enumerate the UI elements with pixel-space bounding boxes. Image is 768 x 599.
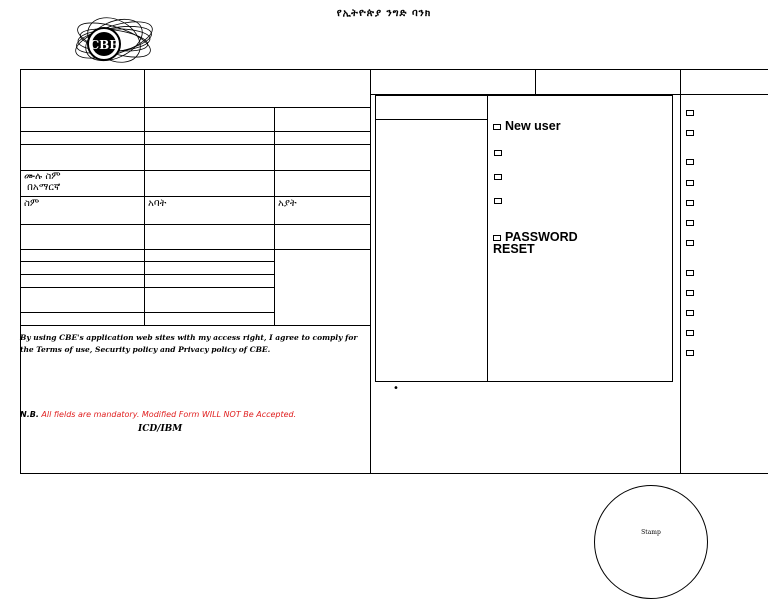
table-divider-right [680, 69, 681, 473]
full-name-amharic-label: ሙሉ ስም በአማርኛ [24, 171, 61, 193]
inner-box-divider [487, 95, 488, 382]
right-checkbox[interactable] [686, 240, 694, 246]
grid-row [20, 131, 370, 132]
grid-row [20, 170, 370, 171]
agreement-text: By using CBE's application web sites with my access right, I agree to comply for the Terms of use, Security policy and Privacy policy of CBE. [20, 333, 358, 354]
table-top-border [20, 69, 768, 70]
nb-label: N.B. [20, 410, 39, 419]
right-checkbox[interactable] [686, 159, 694, 165]
grid-row [20, 107, 370, 108]
grid-col-2 [274, 107, 275, 326]
father-name-label: አባት [148, 198, 167, 209]
right-checkbox[interactable] [686, 180, 694, 186]
nb-note [20, 410, 296, 419]
grid-row [20, 224, 370, 225]
right-checkbox[interactable] [686, 110, 694, 116]
grid-row [20, 196, 370, 197]
footer-code: ICD/IBM [138, 424, 183, 434]
right-checkbox[interactable] [686, 350, 694, 356]
nb-warning-text: All fields are mandatory. Modified Form WILL NOT Be Accepted. [38, 410, 297, 419]
middle-header-divider [535, 69, 536, 95]
bank-name-title: የኢትዮጵያ ንግድ ባንክ [336, 8, 432, 19]
new-user-label: New user [505, 119, 561, 133]
logo-text: CBE [89, 38, 119, 52]
right-checkbox[interactable] [686, 270, 694, 276]
option-checkbox-4[interactable] [494, 198, 502, 204]
right-checkbox[interactable] [686, 290, 694, 296]
option-checkbox-2[interactable] [494, 150, 502, 156]
password-reset-checkbox[interactable] [493, 235, 501, 241]
right-checkbox[interactable] [686, 310, 694, 316]
password-reset-label: PASSWORD RESET [493, 230, 578, 256]
cbe-logo [60, 10, 172, 76]
table-divider-middle [370, 69, 371, 473]
grid-row [20, 325, 370, 326]
grid-row [20, 274, 274, 275]
table-bottom-border [20, 473, 768, 474]
inner-box-header-line [375, 119, 487, 120]
grid-row [20, 144, 370, 145]
name-label: ስም [24, 198, 40, 209]
bullet-point: • [393, 383, 399, 394]
stamp-circle [594, 485, 708, 599]
right-checkbox[interactable] [686, 130, 694, 136]
new-user-checkbox[interactable] [493, 124, 501, 130]
password-reset-option[interactable] [493, 231, 578, 255]
grid-row [20, 287, 274, 288]
right-checkbox[interactable] [686, 220, 694, 226]
grid-row [20, 261, 274, 262]
stamp-label: Stamp [641, 529, 661, 536]
grid-row [20, 249, 370, 250]
new-user-option[interactable] [493, 120, 561, 132]
grandfather-name-label: አያት [278, 198, 297, 209]
option-checkbox-3[interactable] [494, 174, 502, 180]
right-checkbox[interactable] [686, 200, 694, 206]
grid-row [20, 312, 274, 313]
right-checkbox[interactable] [686, 330, 694, 336]
